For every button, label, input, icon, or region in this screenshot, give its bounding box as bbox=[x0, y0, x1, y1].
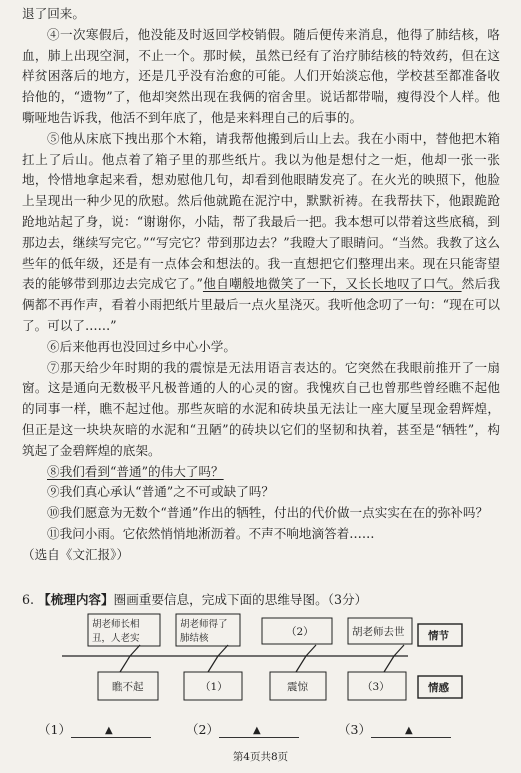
svg-text:瞧不起: 瞧不起 bbox=[112, 681, 144, 693]
top-box-1-text: 胡老师长相 bbox=[92, 619, 140, 630]
question-text: 圈画重要信息，完成下面的思维导图。（3分） bbox=[113, 592, 368, 607]
answer-1-label: （1） bbox=[38, 722, 71, 737]
svg-text:情感: 情感 bbox=[428, 682, 449, 694]
answer-3-label: （3） bbox=[338, 722, 371, 737]
mind-map-diagram bbox=[0, 600, 521, 712]
svg-text:（2）: （2） bbox=[286, 626, 314, 638]
underlined-sentence: 他自嘲般地微笑了一下，又长长地叹了口气。 bbox=[202, 276, 462, 292]
paragraph-6: ⑥后来他再也没回过乡中心小学。 bbox=[47, 338, 236, 354]
top-box-4 bbox=[348, 618, 412, 644]
bottom-box-4 bbox=[348, 672, 406, 700]
svg-text:丑，人老实: 丑，人老实 bbox=[92, 633, 140, 644]
svg-text:（3）: （3） bbox=[362, 681, 390, 693]
svg-text:胡老师得了: 胡老师得了 bbox=[180, 619, 228, 630]
connector-bottom-2 bbox=[208, 656, 218, 672]
top-box-3 bbox=[262, 618, 332, 644]
paragraph-5 bbox=[22, 129, 500, 337]
top-box-1 bbox=[88, 614, 160, 646]
answer-1-line[interactable] bbox=[71, 724, 151, 738]
connector-top-4 bbox=[394, 645, 404, 656]
bottom-box-3 bbox=[270, 672, 326, 700]
connector-bottom-3 bbox=[296, 656, 306, 672]
svg-text:情节: 情节 bbox=[428, 630, 449, 642]
source-citation: （选自《文汇报》） bbox=[22, 546, 130, 562]
bottom-box-2 bbox=[184, 672, 242, 700]
paragraph-5-part-b: 然后我俩都不再作声，看着小雨把纸片里最后一点火星浇灭。我听他念叨了一句：“现在可以了。可以了……” bbox=[22, 276, 501, 333]
page-footer: 第4页共8页 bbox=[232, 751, 289, 763]
svg-text:肺结核: 肺结核 bbox=[180, 633, 209, 644]
connector-top-2 bbox=[218, 645, 228, 656]
connector-bottom-1 bbox=[120, 656, 130, 672]
passage-line-continued: 退了回来。 bbox=[22, 6, 85, 21]
paragraph-8: ⑧我们看到“普通”的伟大了吗？ bbox=[47, 463, 224, 479]
answer-1-mark: ▲ bbox=[104, 725, 113, 736]
connector-bottom-4 bbox=[384, 656, 394, 672]
top-box-2 bbox=[176, 614, 240, 646]
paragraph-7: ⑦那天给少年时期的我的震惊是无法用语言表达的。它突然在我眼前推开了一扇窗。这是通向无数极平凡极普通的人的心灵的窗。我愧疚自己也曾那些曾经瞧不起他的同事一样，瞧不起过他。那些灰暗的水泥和砖块虽无法让一座大厦呈现金碧辉煌，但正是这一块块灰暗的水泥和“丑陋”的砖块以它们的坚韧和执着，甚至是“牺牲”，构筑起了金碧辉煌的底架。 bbox=[22, 359, 500, 458]
paragraph-10: ⑩我们愿意为无数个“普通”作出的牺牲，付出的代价做一点实实在在的弥补吗？ bbox=[47, 505, 489, 521]
question-number: 6. bbox=[22, 592, 35, 607]
svg-text:（1）: （1） bbox=[200, 681, 228, 693]
connector-top-3 bbox=[306, 645, 316, 656]
connector-top-1 bbox=[130, 645, 140, 656]
paragraph-11: ⑪我问小雨。它依然悄悄地淅沥着。不声不响地滴答着…… bbox=[47, 525, 375, 541]
answer-3-line[interactable] bbox=[371, 724, 451, 738]
answer-blank-3[interactable] bbox=[338, 720, 451, 738]
bottom-box-1 bbox=[98, 672, 158, 700]
answer-2-mark: ▲ bbox=[252, 725, 261, 736]
svg-text:胡老师去世: 胡老师去世 bbox=[352, 626, 405, 638]
answer-blank-1[interactable] bbox=[38, 720, 151, 738]
answer-2-line[interactable] bbox=[219, 724, 299, 738]
label-plot-box bbox=[418, 624, 462, 646]
label-emotion-box bbox=[418, 676, 462, 698]
answer-blank-2[interactable] bbox=[186, 720, 299, 738]
paragraph-9: ⑨我们真心承认“普通”之不可或缺了吗？ bbox=[47, 484, 274, 500]
paragraph-5-part-a: ⑤他从床底下拽出那个木箱，请我帮他搬到后山上去。我在小雨中，替他把木箱扛上了后山。他点着了箱子里的那些纸片。我以为他是想付之一炬，他却一张一张地，怜惜地拿起来看，想劝慰他几句，却看到他眼睛发亮了。在火光的映照下，他脸上呈现出一种少见的欣慰。然后他就跪在泥泞中，默默祈祷。在我帮扶下，他跟跪跄跄地站起了身，说：“谢谢你，小陆，帮了我最后一把。我本想可以带着这些底稿，到那边去，继续写完它。”“写完它？带到那边去？”我瞪大了眼睛问。“当然。我教了这么些年的低年级，还是有一点体会和想法的。我一直想把它们整理出来。现在只能寄望表的能够带到那边去完成它了。” bbox=[22, 130, 500, 292]
answer-2-label: （2） bbox=[186, 722, 219, 737]
paragraph-4: ④一次寒假后，他没能及时返回学校销假。随后便传来消息，他得了肺结核，咯血，肺上出现空洞，不止一个。那时候，虽然已经有了治疗肺结核的特效药，但在这样贫困落后的地方，还是几乎没有治愈的可能。人们开始淡忘他，学校甚至都准备收拾他的，“遗物”了，他却突然出现在我俩的宿舍里。说话都带喘，瘦得没个人样。他嘶哑地告诉我，他活不到年底了，他是来料理自己的后事的。 bbox=[22, 26, 500, 125]
svg-text:震惊: 震惊 bbox=[287, 681, 308, 693]
answer-3-mark: ▲ bbox=[404, 725, 413, 736]
passage bbox=[22, 4, 500, 566]
question-tag: 【梳理内容】 bbox=[38, 592, 114, 607]
